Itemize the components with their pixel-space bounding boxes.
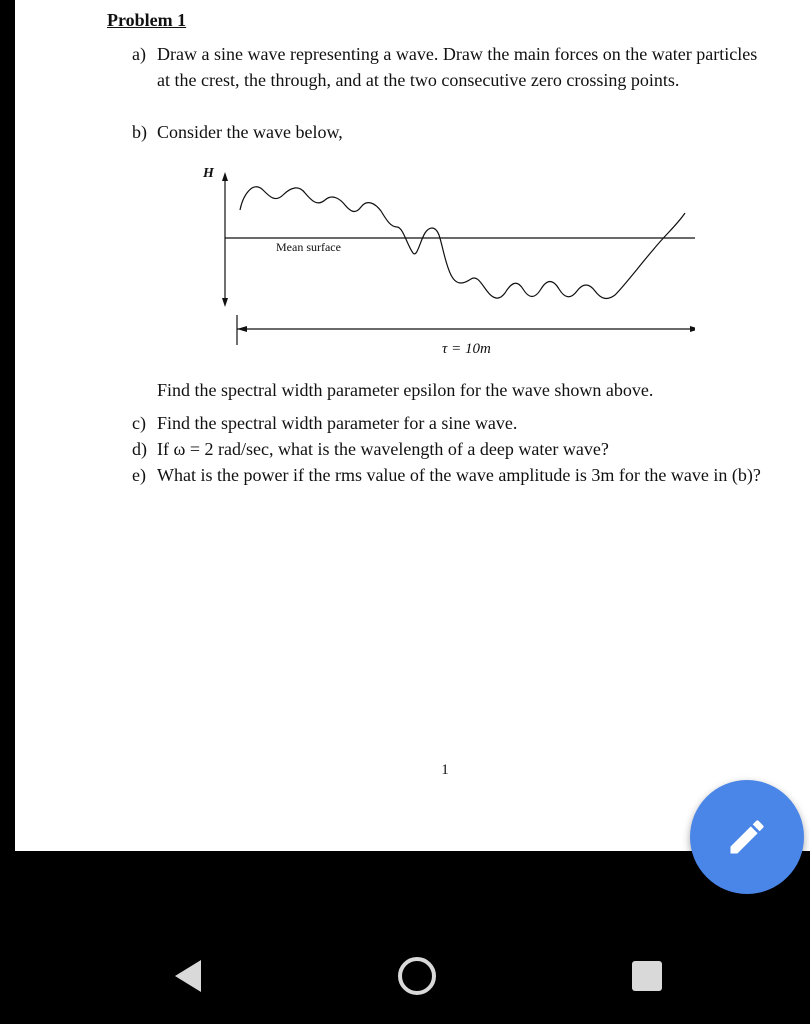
nav-recents-button[interactable] <box>617 946 677 1006</box>
android-nav-bar <box>0 851 810 1024</box>
question-c-text: Find the spectral width parameter for a sine wave. <box>157 413 518 433</box>
question-e-text: What is the power if the rms value of the wave amplitude is 3m for the wave in (b)? <box>157 465 761 485</box>
recents-square-icon <box>629 958 665 994</box>
question-a-label: a) <box>132 44 146 64</box>
question-e <box>132 462 797 488</box>
edit-fab-button[interactable] <box>690 780 804 894</box>
question-c <box>132 410 772 436</box>
tau-label: τ = 10m <box>442 341 491 357</box>
question-d-label: d) <box>132 439 147 459</box>
pencil-icon <box>725 815 769 859</box>
wave-figure <box>195 155 695 365</box>
question-a-text: Draw a sine wave representing a wave. Draw the main forces on the water particles at the crest, the through, and at the two consecutive zero crossing points. <box>157 44 758 90</box>
wave-diagram <box>195 155 695 365</box>
question-e-label: e) <box>132 465 146 485</box>
document-page <box>15 0 810 851</box>
mean-surface-label: Mean surface <box>276 240 341 254</box>
question-b-label: b) <box>132 122 147 142</box>
nav-home-button[interactable] <box>387 946 447 1006</box>
page-number: 1 <box>441 762 449 778</box>
find-epsilon-text: Find the spectral width parameter epsilon for the wave shown above. <box>157 380 654 400</box>
problem-heading: Problem 1 <box>107 10 187 30</box>
vertical-axis-arrow-down <box>222 298 228 307</box>
tau-arrow-right <box>690 326 695 332</box>
axis-label-h: H <box>203 166 214 181</box>
question-d-text: If ω = 2 rad/sec, what is the wavelength of a deep water wave? <box>157 439 609 459</box>
home-circle-icon <box>395 954 439 998</box>
question-b-text: Consider the wave below, <box>157 122 343 142</box>
question-a <box>132 41 772 93</box>
question-b <box>132 119 772 145</box>
question-d <box>132 436 772 462</box>
vertical-axis-arrow-up <box>222 172 228 181</box>
nav-back-button[interactable] <box>157 946 217 1006</box>
back-triangle-icon <box>167 956 207 996</box>
tau-arrow-left <box>237 326 247 332</box>
question-c-label: c) <box>132 413 146 433</box>
